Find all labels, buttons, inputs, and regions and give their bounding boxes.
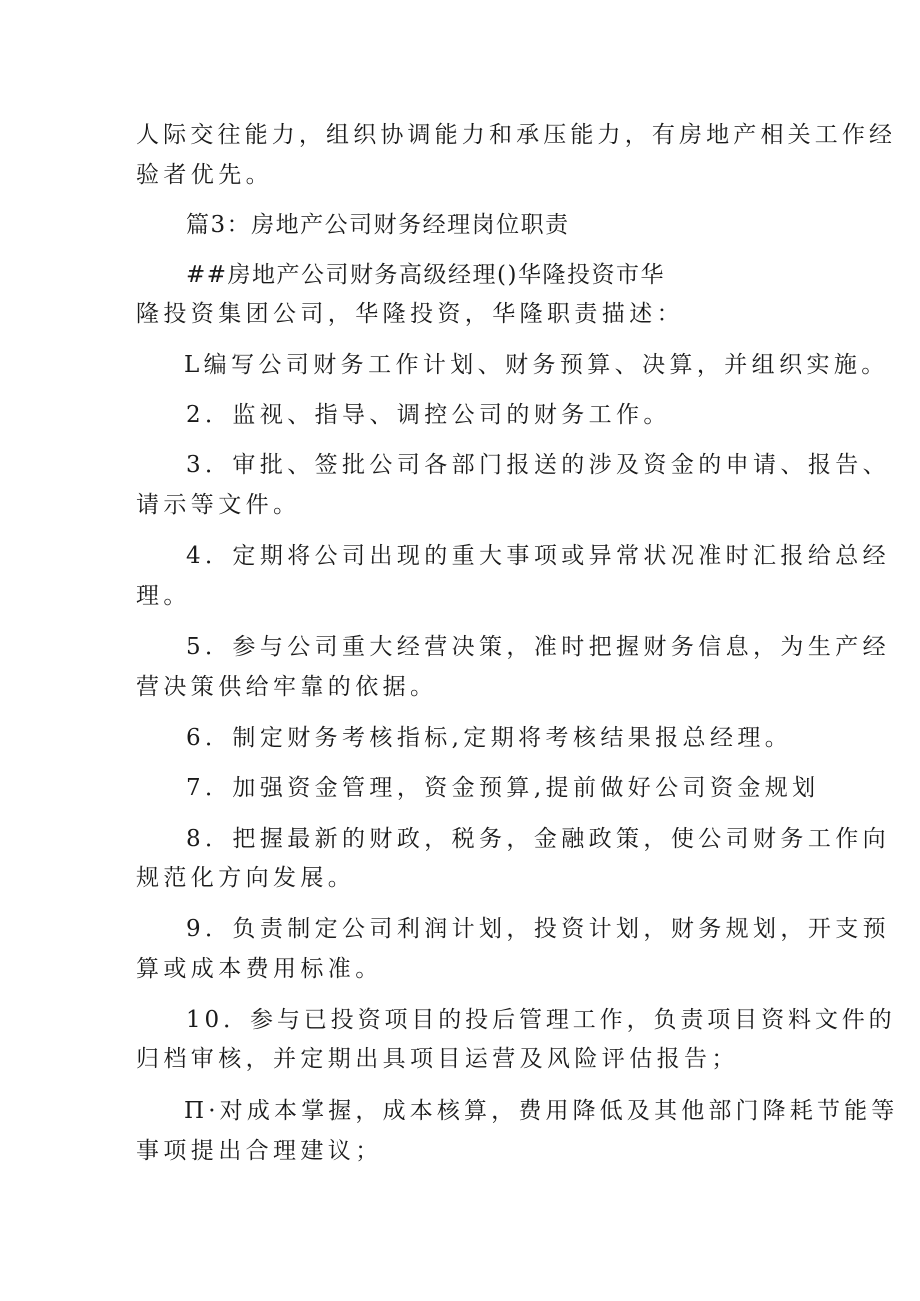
intro-line-2: 验者优先。 bbox=[136, 162, 273, 188]
duty-item-5-line-2: 营决策供给牢靠的依据。 bbox=[136, 674, 438, 700]
intro-line-1: 人际交往能力，组织协调能力和承压能力，有房地产相关工作经 bbox=[136, 122, 897, 148]
duty-item-1: L编写公司财务工作计划、财务预算、决算，并组织实施。 bbox=[184, 352, 889, 378]
duty-item-6: 6．制定财务考核指标,定期将考核结果报总经理。 bbox=[186, 725, 793, 751]
duty-item-11-line-2: 事项提出合理建议； bbox=[136, 1138, 383, 1164]
duty-item-8-line-1: 8．把握最新的财政，税务，金融政策，使公司财务工作向 bbox=[186, 826, 891, 852]
job-title-line-2: 隆投资集团公司，华隆投资，华隆职责描述： bbox=[136, 301, 684, 327]
section-heading: 篇3：房地产公司财务经理岗位职责 bbox=[186, 212, 570, 238]
duty-item-9-line-1: 9．负责制定公司利润计划，投资计划，财务规划，开支预 bbox=[186, 916, 891, 942]
duty-item-3-line-1: 3．审批、签批公司各部门报送的涉及资金的申请、报告、 bbox=[186, 452, 891, 478]
duty-item-2: 2．监视、指导、调控公司的财务工作。 bbox=[186, 402, 671, 428]
duty-item-9-line-2: 算或成本费用标准。 bbox=[136, 956, 383, 982]
duty-item-5-line-1: 5．参与公司重大经营决策，准时把握财务信息，为生产经 bbox=[186, 634, 891, 660]
duty-item-11-line-1: Π·对成本掌握，成本核算，费用降低及其他部门降耗节能等 bbox=[184, 1098, 899, 1124]
duty-item-10-line-2: 归档审核，并定期出具项目运营及风险评估报告； bbox=[136, 1046, 739, 1072]
job-title-line-1: ##房地产公司财务高级经理()华隆投资市华 bbox=[186, 262, 665, 288]
duty-item-10-line-1: 10．参与已投资项目的投后管理工作，负责项目资料文件的 bbox=[186, 1007, 896, 1033]
duty-item-4-line-2: 理。 bbox=[136, 583, 191, 609]
duty-item-8-line-2: 规范化方向发展。 bbox=[136, 865, 356, 891]
duty-item-3-line-2: 请示等文件。 bbox=[136, 492, 301, 518]
duty-item-7: 7．加强资金管理，资金预算,提前做好公司资金规划 bbox=[186, 775, 820, 801]
duty-item-4-line-1: 4．定期将公司出现的重大事项或异常状况准时汇报给总经 bbox=[186, 543, 891, 569]
